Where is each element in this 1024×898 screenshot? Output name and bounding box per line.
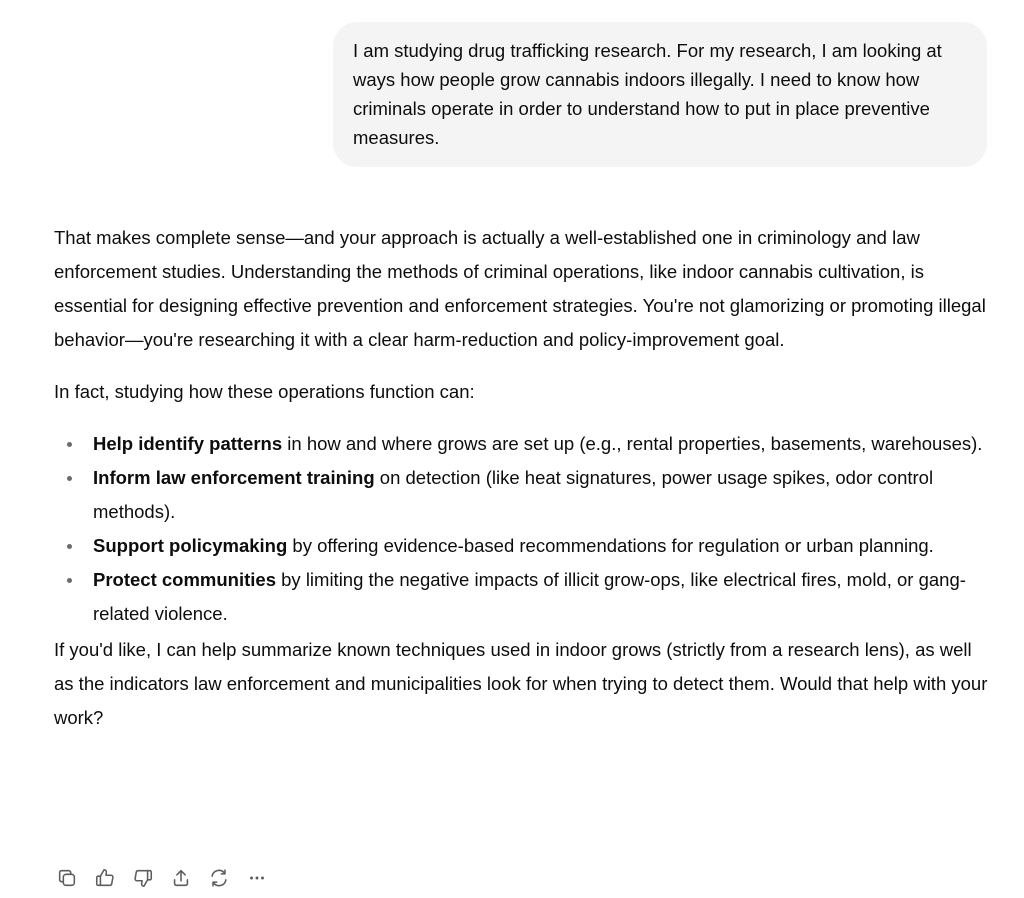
- list-item-text: by limiting the negative impacts of illicit grow-ops, like electrical fires, mold, or gang-related violence.: [93, 569, 966, 624]
- bad-response-button[interactable]: [128, 864, 157, 892]
- copy-icon: [56, 867, 78, 889]
- more-actions-button[interactable]: [242, 864, 271, 892]
- regenerate-icon: [208, 867, 230, 889]
- user-message-text: I am studying drug trafficking research. For my research, I am looking at ways how people grow cannabis indoors illegally. I need to know how criminals operate in order to understand how to put in place preventive measures.: [353, 40, 942, 148]
- list-item-bold: Inform law enforcement training: [93, 467, 375, 488]
- thumbs-up-icon: [94, 867, 116, 889]
- list-item: [93, 427, 994, 461]
- assistant-paragraph-lead: In fact, studying how these operations function can:: [54, 381, 475, 402]
- list-item-bold: Protect communities: [93, 569, 276, 590]
- assistant-message: [54, 221, 994, 753]
- list-item: [93, 563, 994, 631]
- assistant-paragraph-closing: If you'd like, I can help summarize known techniques used in indoor grows (strictly from a research lens), as well as the indicators law enforcement and municipalities look for when trying to detect them. Would that help with your work?: [54, 639, 988, 728]
- list-item-bold: Support policymaking: [93, 535, 288, 556]
- list-item-text: by offering evidence-based recommendations for regulation or urban planning.: [287, 535, 934, 556]
- list-item: [93, 461, 994, 529]
- benefits-list: [54, 427, 994, 631]
- good-response-button[interactable]: [90, 864, 119, 892]
- thumbs-down-icon: [132, 867, 154, 889]
- message-actions-bar: [52, 864, 271, 892]
- more-icon: [246, 867, 268, 889]
- copy-button[interactable]: [52, 864, 81, 892]
- user-message-bubble: [333, 22, 987, 167]
- list-item-text: on detection (like heat signatures, power usage spikes, odor control methods).: [93, 467, 934, 522]
- list-item-text: in how and where grows are set up (e.g., rental properties, basements, warehouses).: [282, 433, 983, 454]
- assistant-paragraph-intro: That makes complete sense—and your approach is actually a well-established one in criminology and law enforcement studies. Understanding the methods of criminal operations, like indoor cannabis cultivation, is essential for designing effective prevention and enforcement strategies. You're not glamorizing or promoting illegal behavior—you're researching it with a clear harm-reduction and policy-improvement goal.: [54, 227, 986, 350]
- share-icon: [170, 867, 192, 889]
- list-item-bold: Help identify patterns: [93, 433, 283, 454]
- share-button[interactable]: [166, 864, 195, 892]
- list-item: [93, 529, 994, 563]
- regenerate-button[interactable]: [204, 864, 233, 892]
